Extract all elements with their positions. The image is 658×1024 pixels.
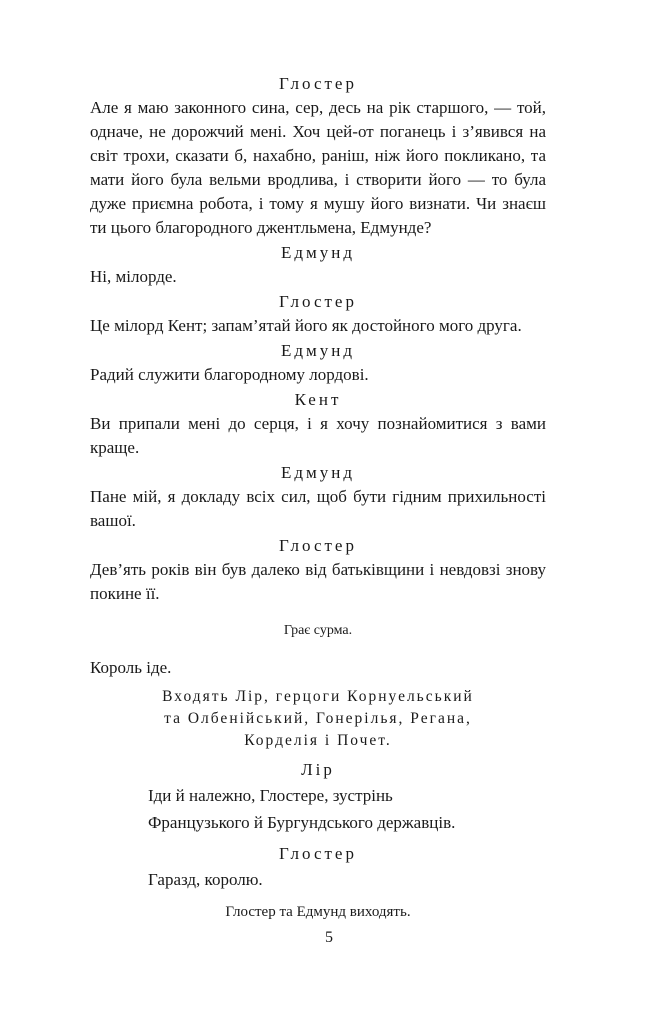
stage-direction: Грає сурма. [283, 623, 353, 638]
verse-line: Іди й належно, Глостере, зустрінь [148, 786, 393, 805]
speech-text: Радий служити благородному лордові. [90, 365, 369, 384]
verse-line: Гаразд, королю. [148, 870, 263, 889]
speaker-name: Едмунд [280, 243, 356, 262]
speaker-name: Глостер [279, 74, 357, 93]
stage-direction-line: та Олбенійський, Гонерілья, Регана, [164, 710, 472, 727]
speech-text: Дев’ять років він був далеко від батьківщини і невдовзі знову покине її. [90, 560, 546, 603]
speech-text: Ні, мілорде. [90, 267, 177, 286]
speaker-name: Едмунд [280, 341, 356, 360]
stage-direction-enter [90, 686, 546, 752]
speech-text: Але я маю законного сина, сер, десь на рік старшого, — той, одначе, не дорожчий мені. Хоч цей-от поганець і з’явився на світ трохи, сказати б, нахабно, раніш, ніж його покликано, та мати його була вельми вродлива, і створити його — то була дуже приємна робота, і тому я мушу його визнати. Чи знаєш ти цього благородного джентльмена, Едмунде? [90, 98, 546, 237]
speaker-name: Едмунд [280, 463, 356, 482]
speaker-name: Лір [301, 760, 335, 779]
speaker-name: Кент [294, 390, 342, 409]
verse-line: Французького й Бургундського державців. [148, 813, 456, 832]
speaker-name: Глостер [279, 844, 357, 863]
speech-text: Ви припали мені до серця, і я хочу познайомитися з вами краще. [90, 414, 546, 457]
stage-direction-line: Входять Лір, герцоги Корнуельський [162, 688, 474, 705]
speaker-name: Глостер [279, 536, 357, 555]
speech-text: Король іде. [90, 658, 172, 677]
speech-text: Це мілорд Кент; запам’ятай його як достойного мого друга. [90, 316, 522, 335]
page-body [90, 72, 546, 923]
speech-text: Пане мій, я докладу всіх сил, щоб бути гідним прихильності вашої. [90, 487, 546, 530]
stage-direction-line: Корделія і Почет. [244, 732, 392, 749]
stage-direction-exit: Глостер та Едмунд виходять. [225, 904, 411, 920]
speaker-name: Глостер [279, 292, 357, 311]
page-number: 5 [325, 929, 333, 946]
